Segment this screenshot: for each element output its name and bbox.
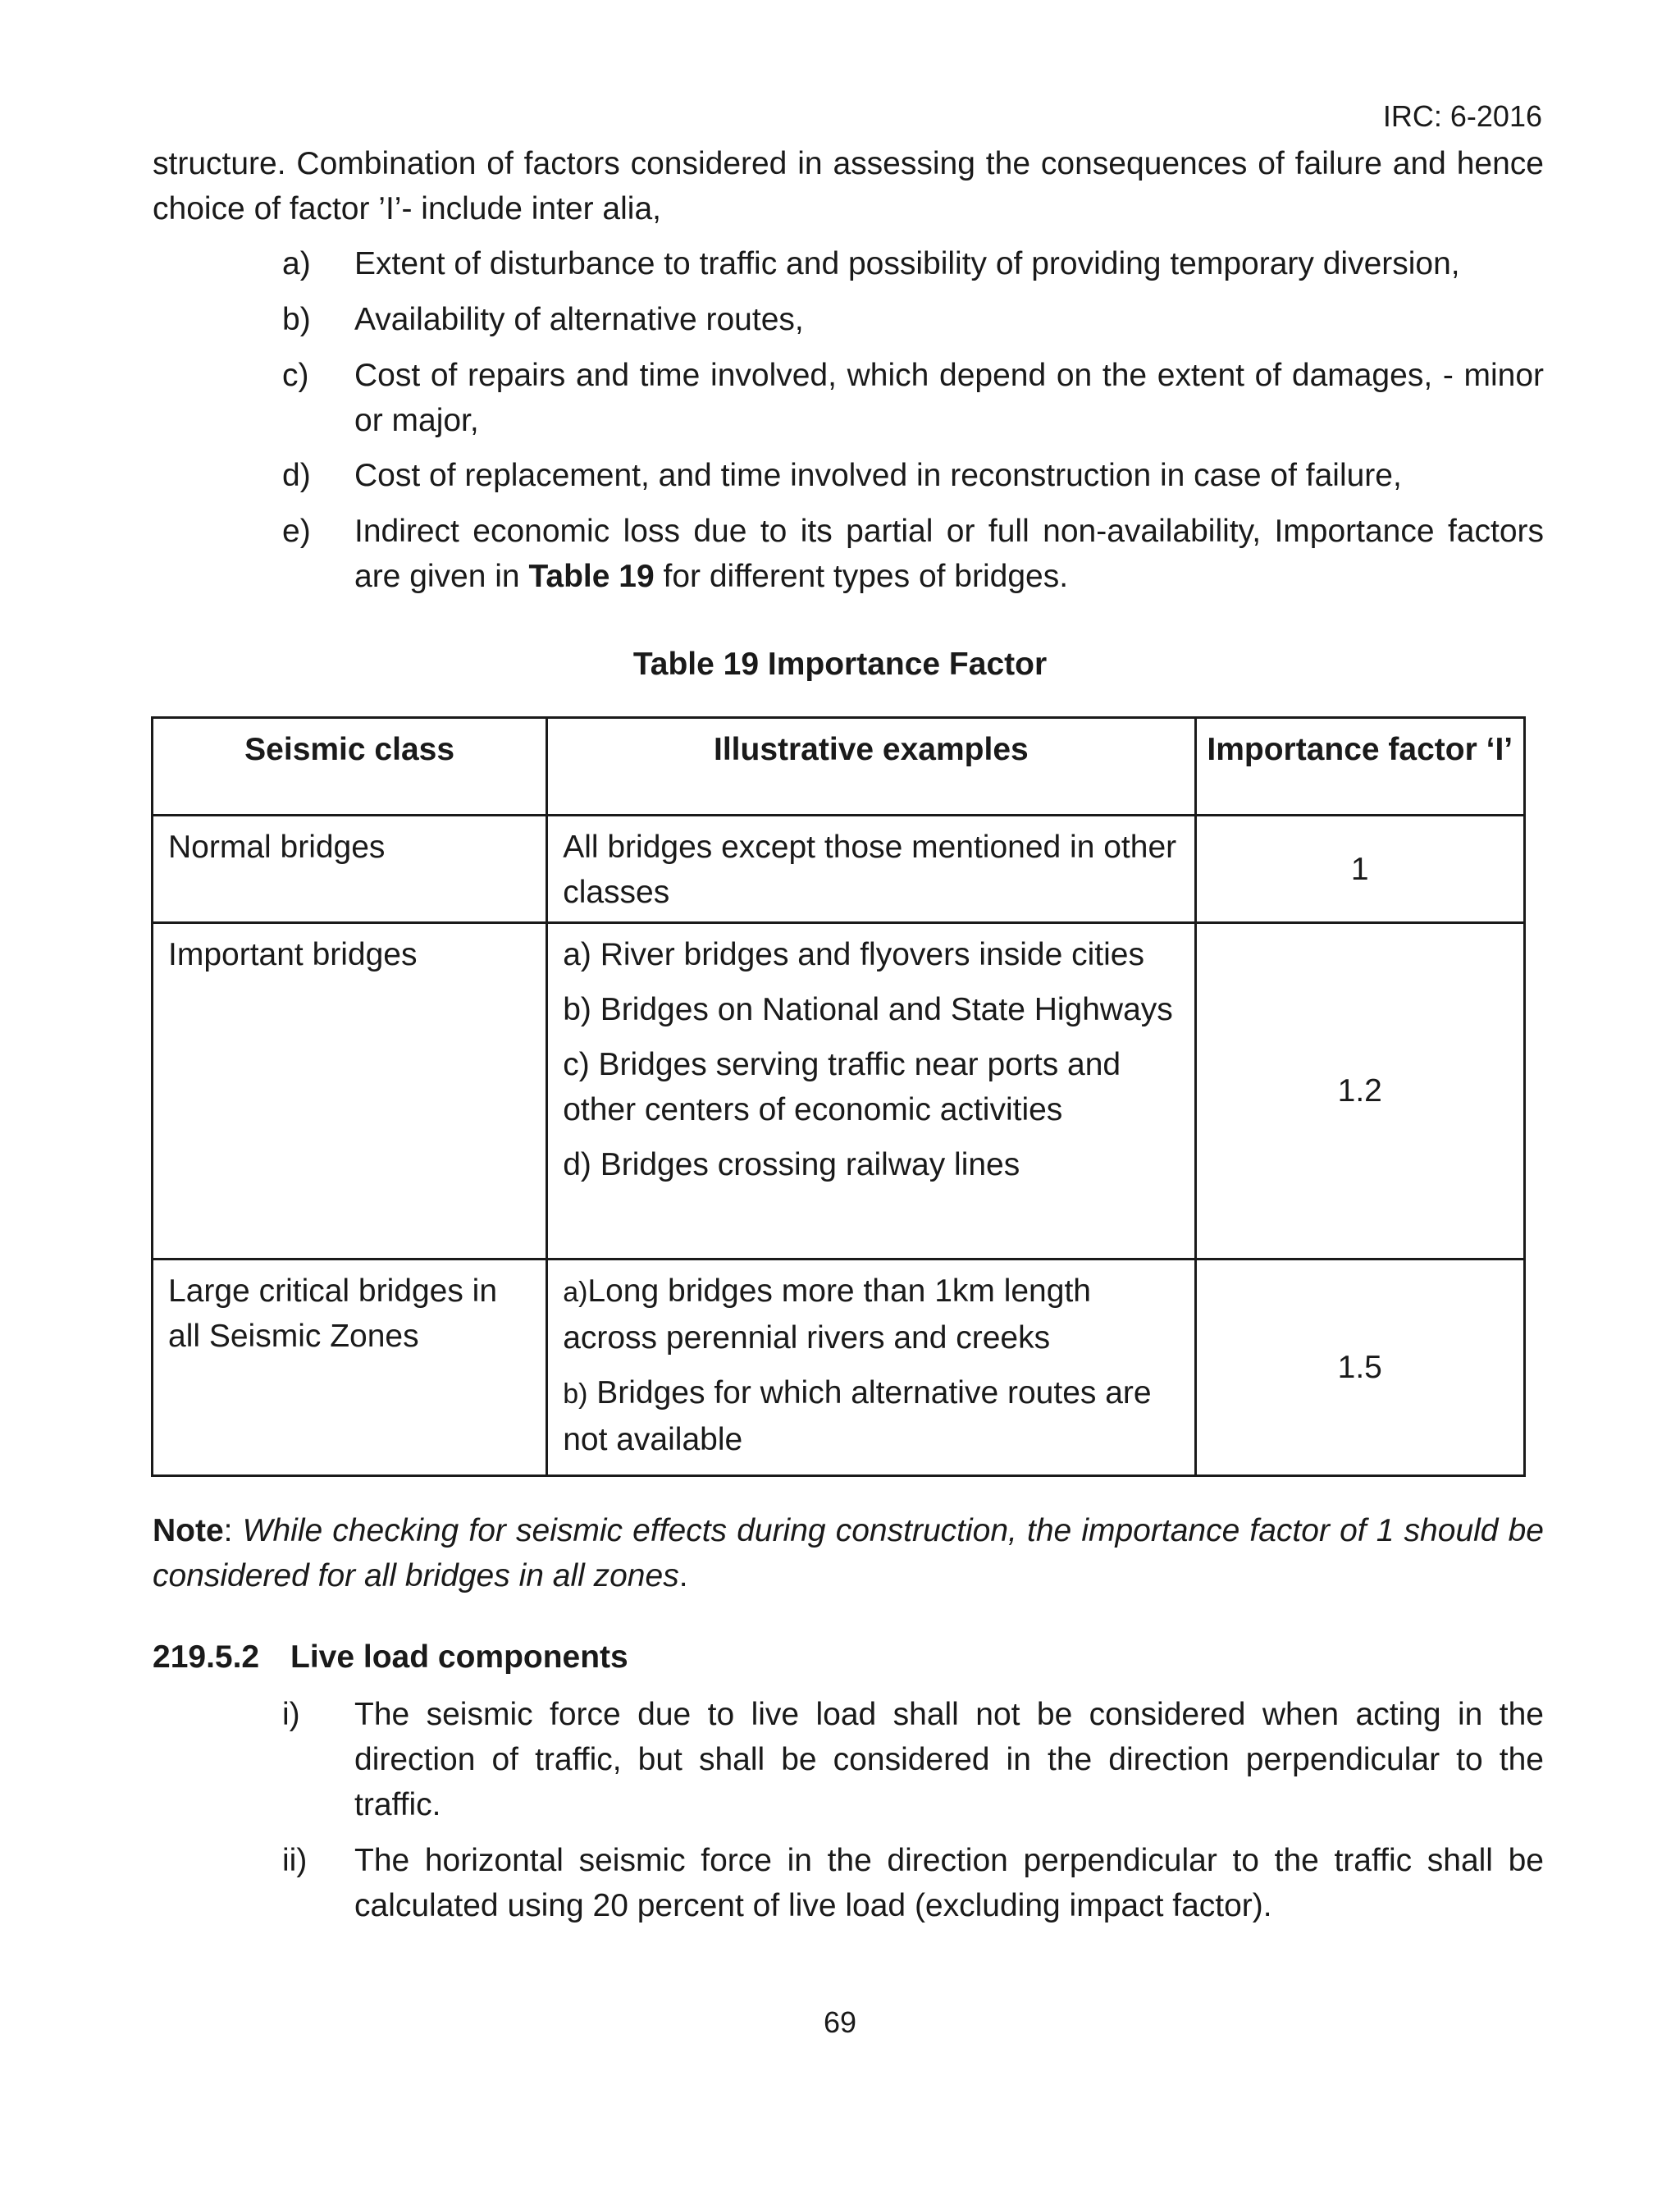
list-text: Cost of replacement, and time involved in reconstruction in case of failure, (354, 458, 1402, 493)
cell-examples (547, 816, 1195, 923)
cell-examples (547, 923, 1195, 1260)
cell-importance-factor: 1.5 (1195, 1260, 1524, 1476)
example-item: a) River bridges and flyovers inside cities (563, 937, 1144, 972)
list-text-part: for different types of bridges. (654, 559, 1069, 594)
list-marker: c) (282, 358, 309, 393)
example-item (563, 1269, 1185, 1360)
list-text: Availability of alternative routes, (354, 302, 804, 337)
example-item: b) Bridges on National and State Highways (563, 992, 1173, 1027)
cell-seismic-class: Important bridges (153, 923, 547, 1260)
list-marker: i) (282, 1697, 300, 1732)
list-text: The horizontal seismic force in the direction perpendicular to the traffic shall be calculated using 20 percent of live load (excluding impact factor). (354, 1843, 1544, 1923)
cell-importance-factor: 1.2 (1195, 923, 1524, 1260)
header-illustrative-examples: Illustrative examples (547, 718, 1195, 816)
table-caption: Table 19 Importance Factor (632, 647, 1048, 682)
list-marker: e) (282, 514, 311, 549)
example-item: d) Bridges crossing railway lines (563, 1147, 1020, 1182)
list-marker: b) (282, 302, 311, 337)
cell-importance-factor: 1 (1195, 816, 1524, 923)
example-item (563, 1370, 1185, 1462)
table-row (153, 1260, 1525, 1476)
note-label: Note (153, 1513, 224, 1548)
table-row (153, 923, 1525, 1260)
intro-paragraph: structure. Combination of factors considered in assessing the consequences of failure and hence choice of factor ’I’- include inter alia, (153, 146, 1544, 226)
cell-seismic-class: Large critical bridges in all Seismic Zones (153, 1260, 547, 1476)
cell-examples (547, 1260, 1195, 1476)
example-marker: a) (563, 1277, 588, 1308)
example-item: c) Bridges serving traffic near ports and other centers of economic activities (563, 1047, 1121, 1127)
note-text: While checking for seismic effects during construction, the importance factor of 1 should be considered for all bridges in all zones (153, 1513, 1544, 1593)
page-number: 69 (823, 2005, 857, 2039)
example-text: Long bridges more than 1km length across perennial rivers and creeks (563, 1273, 1091, 1356)
note-separator: : (223, 1513, 243, 1548)
example-text: Bridges for which alternative routes are not available (563, 1375, 1152, 1457)
list-marker: a) (282, 246, 311, 281)
example-item: All bridges except those mentioned in other classes (563, 830, 1177, 910)
section-title: Live load components (290, 1639, 628, 1675)
list-text (354, 509, 1544, 599)
importance-factor-table (151, 716, 1526, 1477)
section-heading (153, 1637, 628, 1678)
list-text: Cost of repairs and time involved, which depend on the extent of damages, - minor or major, (354, 358, 1544, 438)
note-end: . (678, 1558, 688, 1593)
section-number: 219.5.2 (153, 1639, 260, 1675)
list-marker: d) (282, 458, 311, 493)
table-note (153, 1508, 1544, 1598)
header-importance-factor: Importance factor ‘I’ (1195, 718, 1524, 816)
list-marker: ii) (282, 1843, 308, 1878)
example-marker: b) (563, 1378, 588, 1410)
list-text: Extent of disturbance to traffic and possibility of providing temporary diversion, (354, 246, 1460, 281)
table-header-row (153, 718, 1525, 816)
list-text: The seismic force due to live load shall not be considered when acting in the direction of traffic, but shall be considered in the direction perpendicular to the traffic. (354, 1697, 1544, 1822)
header-seismic-class: Seismic class (153, 718, 547, 816)
list-text-part: Indirect economic loss due to its partial or full non-availability, Importance factors are given in (354, 514, 1544, 594)
table-row (153, 816, 1525, 923)
cell-seismic-class: Normal bridges (153, 816, 547, 923)
document-code: IRC: 6-2016 (1382, 99, 1542, 133)
table-reference: Table 19 (528, 559, 655, 594)
